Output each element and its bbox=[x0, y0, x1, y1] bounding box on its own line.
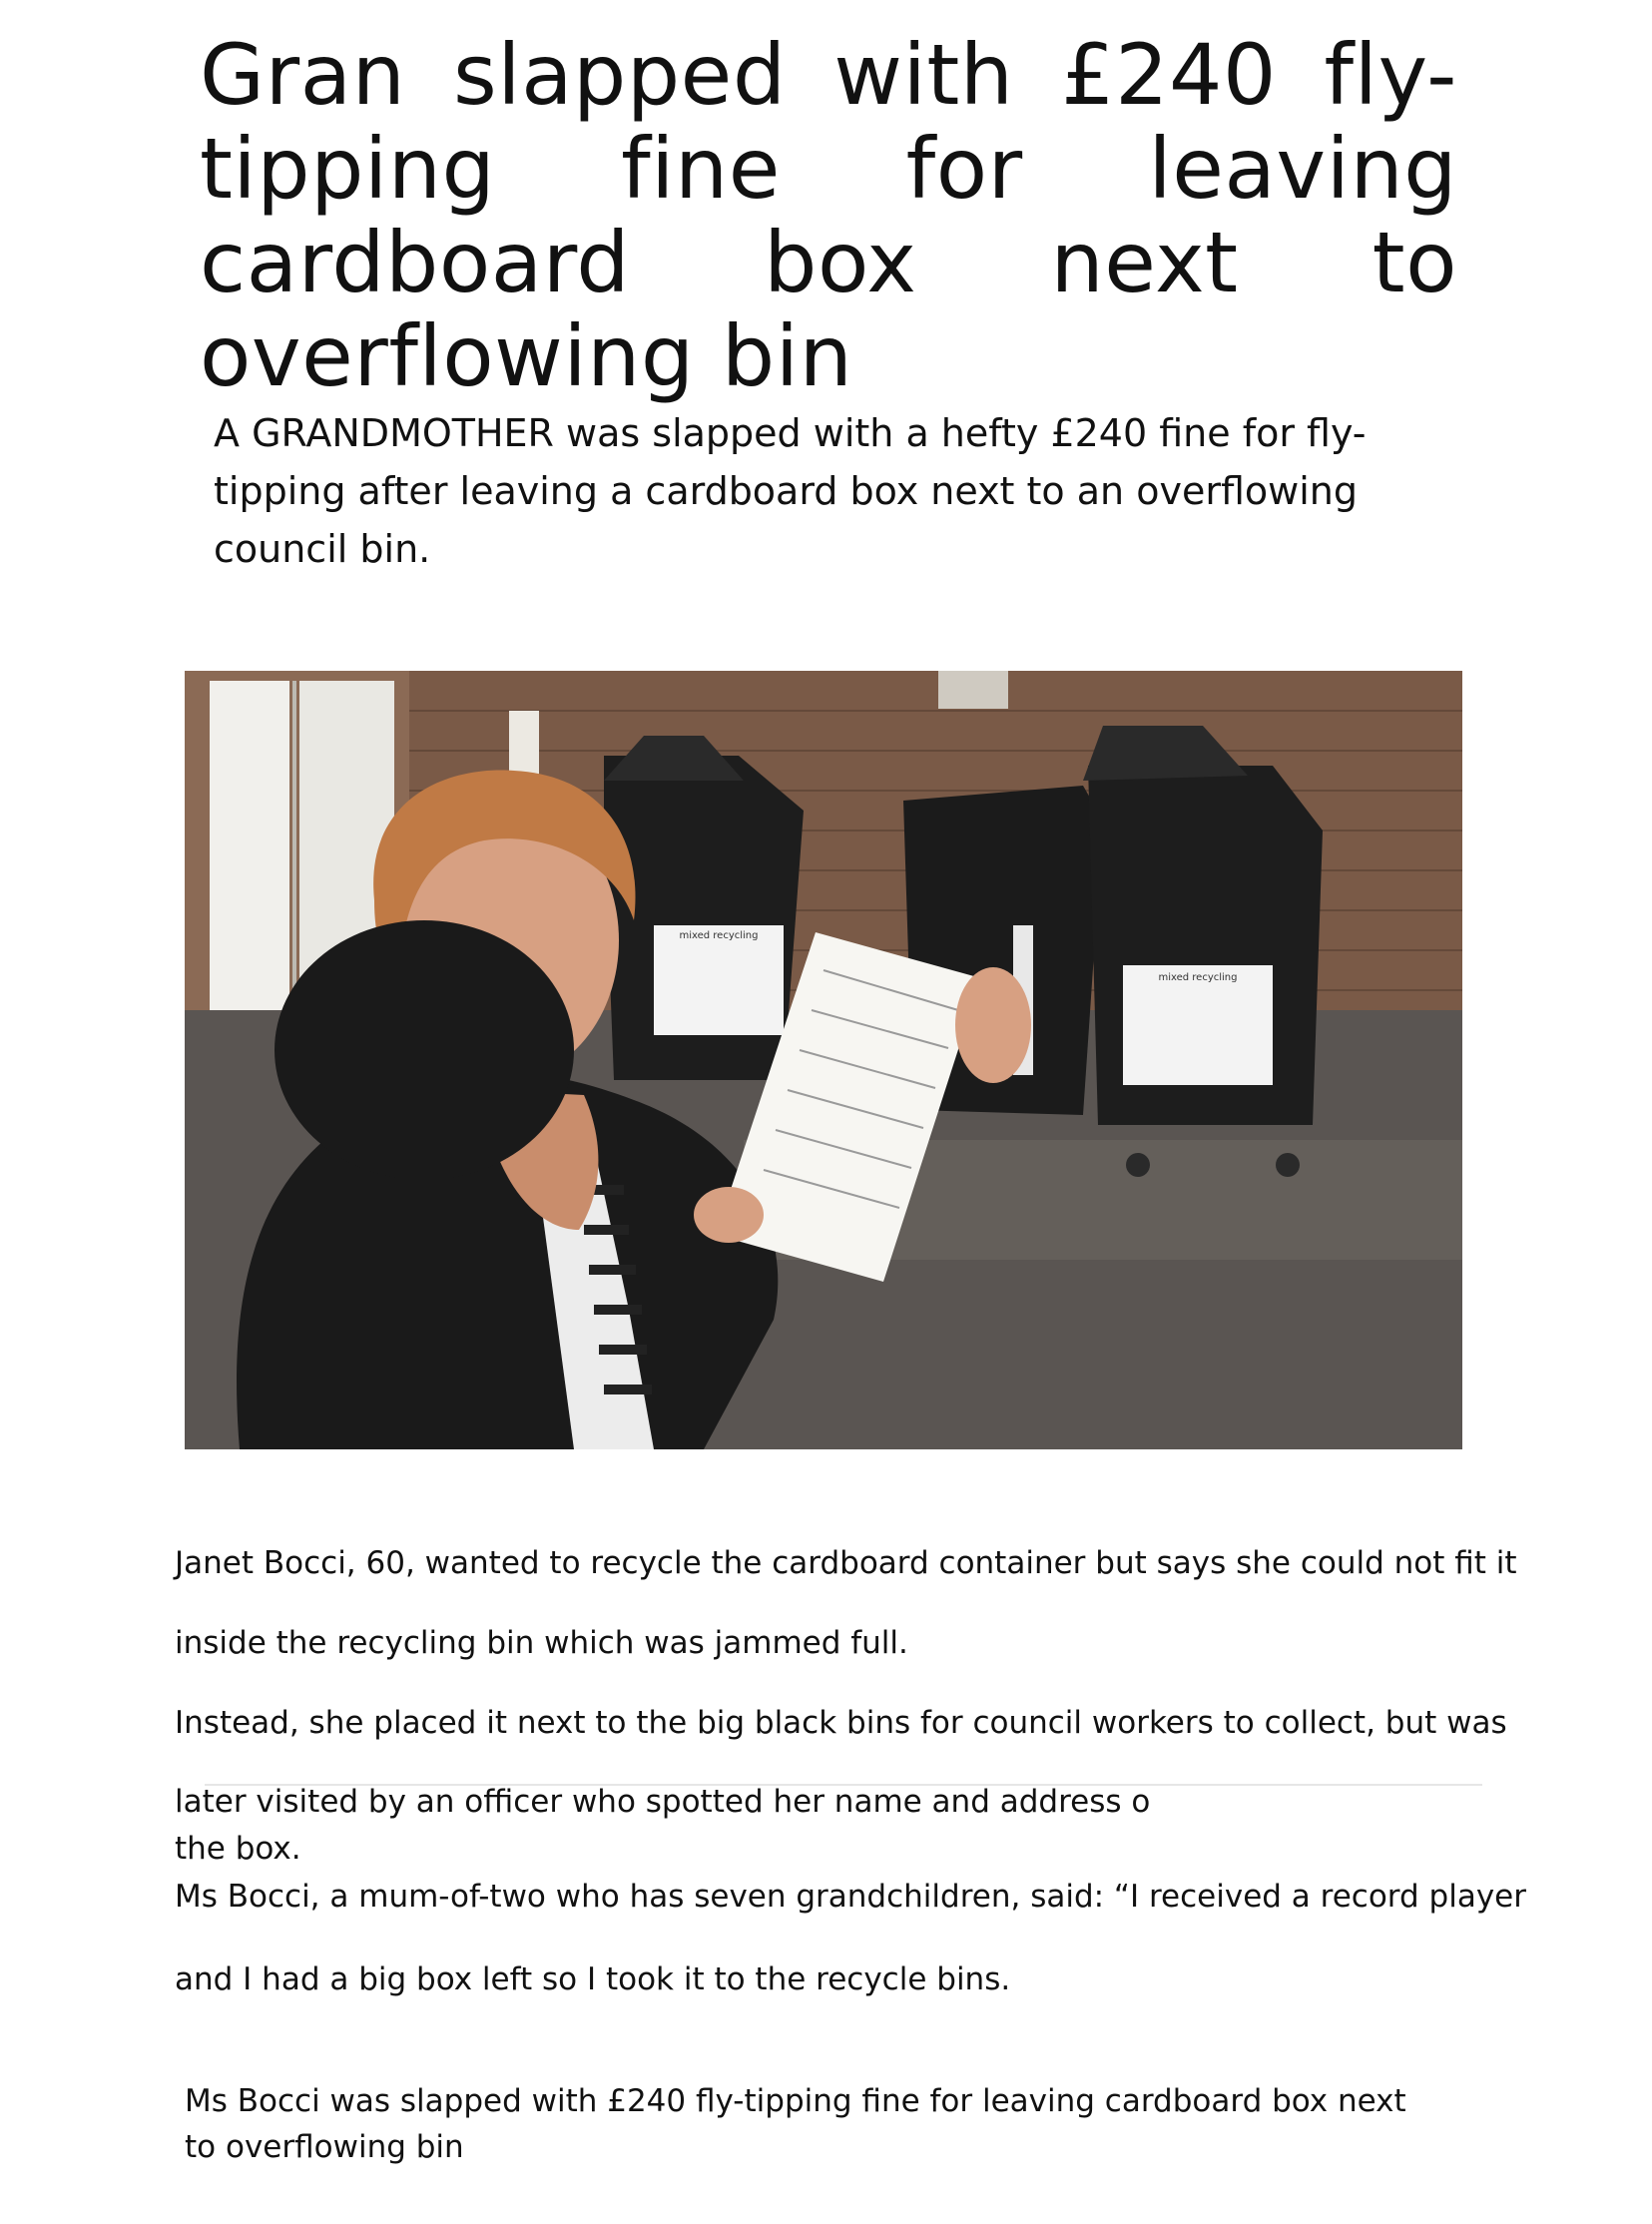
body-paragraph: inside the recycling bin which was jammed full. bbox=[175, 1625, 908, 1661]
body-paragraph: later visited by an officer who spotted her name and address o bbox=[175, 1784, 1151, 1820]
article-photo bbox=[185, 671, 1462, 1449]
standfirst: A GRANDMOTHER was slapped with a hefty £240 fine for fly-tipping after leaving a cardboard box next to an overflowing council bin. bbox=[214, 411, 1367, 571]
body-paragraph: and I had a big box left so I took it to the recycle bins. bbox=[175, 1961, 1011, 1997]
photo-caption: Ms Bocci was slapped with £240 fly-tipping fine for leaving cardboard box next to overflowing bin bbox=[185, 2083, 1406, 2165]
body-paragraph: the box. bbox=[175, 1831, 301, 1867]
body-paragraph: Instead, she placed it next to the big black bins for council workers to collect, but was bbox=[175, 1705, 1507, 1741]
bin-label-right: mixed recycling bbox=[1158, 972, 1238, 983]
body-paragraph: Janet Bocci, 60, wanted to recycle the cardboard container but says she could not fit it bbox=[175, 1545, 1517, 1581]
photo-illustration bbox=[185, 671, 1462, 1449]
headline: Gran slapped with £240 fly-tipping fine for leaving cardboard box next to overflowing bin bbox=[200, 26, 1457, 405]
bin-label-left: mixed recycling bbox=[679, 930, 759, 941]
body-paragraph: Ms Bocci, a mum-of-two who has seven grandchildren, said: “I received a record player bbox=[175, 1879, 1526, 1915]
